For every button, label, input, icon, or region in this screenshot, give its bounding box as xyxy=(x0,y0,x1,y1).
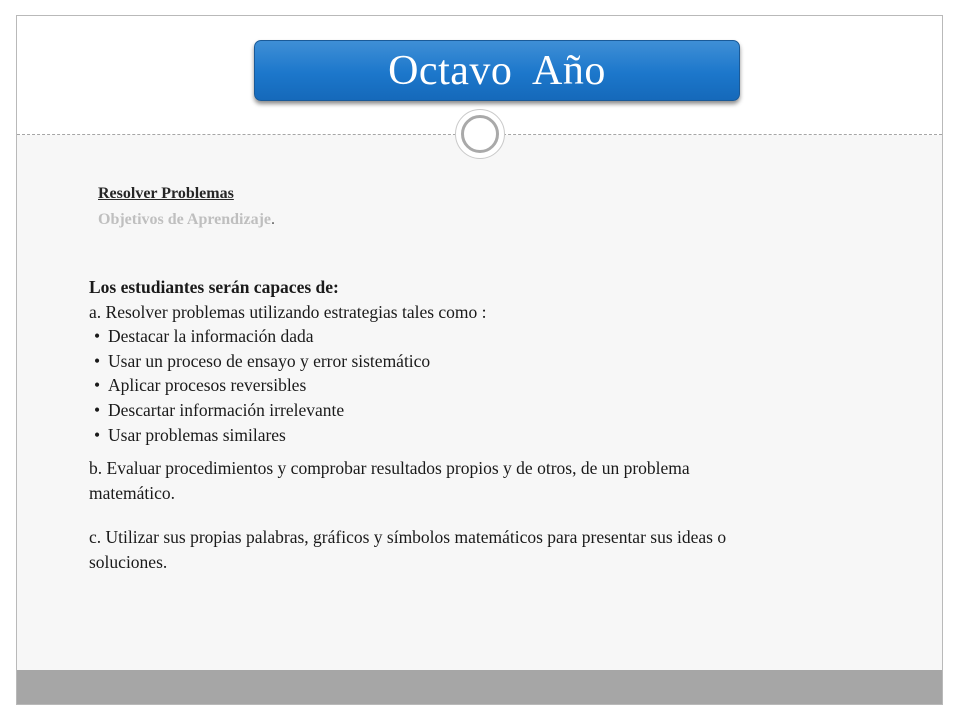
list-item-text: Destacar la información dada xyxy=(108,326,314,347)
list-item xyxy=(89,349,729,374)
subheading-suffix: . xyxy=(271,211,276,228)
section-subheading xyxy=(98,211,275,229)
list-item-text: Usar problemas similares xyxy=(108,424,286,445)
list-item xyxy=(89,324,729,349)
list-item-text: Usar un proceso de ensayo y error sistemático xyxy=(108,350,431,371)
item-c: c. Utilizar sus propias palabras, gráficos y símbolos matemáticos para presentar sus ideas o soluciones. xyxy=(89,527,727,572)
bullet-icon: • xyxy=(94,350,101,371)
item-b: b. Evaluar procedimientos y comprobar resultados propios y de otros, de un problema matemático. xyxy=(89,458,690,503)
lead-text: Los estudiantes serán capaces de: xyxy=(89,277,339,297)
strategy-list xyxy=(89,324,729,447)
content-body xyxy=(89,275,729,575)
slide xyxy=(16,15,943,705)
list-item xyxy=(89,423,729,448)
list-item xyxy=(89,373,729,398)
circle-ornament-inner xyxy=(461,115,499,153)
section-heading: Resolver Problemas xyxy=(98,185,234,202)
list-item xyxy=(89,398,729,423)
list-item-text: Aplicar procesos reversibles xyxy=(108,375,307,396)
bullet-icon: • xyxy=(94,326,101,347)
footer-bar xyxy=(17,670,942,704)
bullet-icon: • xyxy=(94,375,101,396)
subheading-text: Objetivos de Aprendizaje xyxy=(98,211,272,228)
circle-ornament-icon xyxy=(455,109,505,159)
item-a: a. Resolver problemas utilizando estrategias tales como : xyxy=(89,301,487,322)
slide-title: Octavo Año xyxy=(388,47,606,94)
bullet-icon: • xyxy=(94,399,101,420)
list-item-text: Descartar información irrelevante xyxy=(108,399,345,420)
title-banner xyxy=(254,40,740,101)
bullet-icon: • xyxy=(94,424,101,445)
